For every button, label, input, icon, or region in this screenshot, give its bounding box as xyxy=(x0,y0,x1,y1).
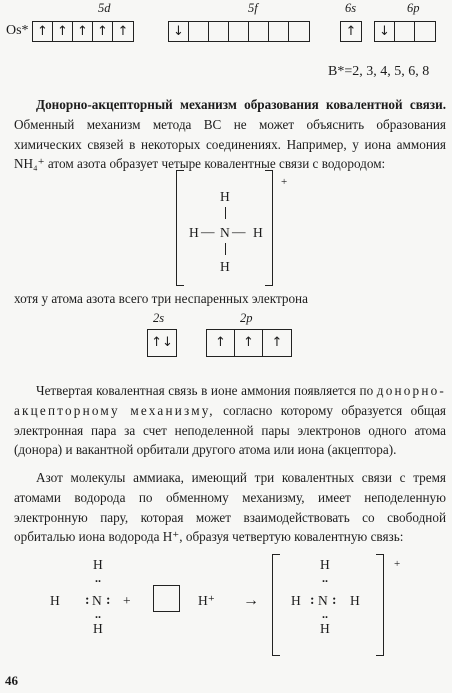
paragraph-ammonia: Азот молекулы аммиака, имеющий три ковалентных связи с тремя атомами водорода по обменному механизму, имеет неподеленную электронную пару, которая может взаимодействовать со свободной орбиталью иона водорода H⁺, образуя четвертую ковалентную связь: xyxy=(14,470,446,545)
electron-pair: .. xyxy=(95,571,101,585)
atom-h-bottom: H xyxy=(93,621,103,636)
section-heading: Донорно-акцепторный механизм образования ковалентной связи. xyxy=(36,97,446,112)
atom-h-bottom: H xyxy=(320,621,330,636)
atom-n: N xyxy=(318,593,328,608)
right-bracket xyxy=(265,170,273,286)
orbital-cell: ↑ xyxy=(345,24,357,39)
orbital-cell xyxy=(249,22,269,41)
orbital-label-2s: 2s xyxy=(153,311,165,325)
electron-pair: : xyxy=(332,592,337,607)
orbital-cell xyxy=(189,22,209,41)
orbital-label-5f: 5f xyxy=(248,1,258,15)
page-number: 46 xyxy=(5,673,18,688)
orbital-label-6p: 6p xyxy=(407,1,420,15)
orbital-boxes-6s xyxy=(340,21,362,42)
atom-h-bottom: H xyxy=(220,259,230,274)
orbital-boxes-2p xyxy=(206,329,292,357)
hydrogen-ion: H⁺ xyxy=(198,593,215,608)
atom-h-left: H xyxy=(189,225,199,240)
right-bracket xyxy=(376,554,384,656)
electron-pair: .. xyxy=(322,571,328,585)
electron-pair: : xyxy=(106,592,111,607)
orbital-cell xyxy=(289,22,309,41)
orbital-cell xyxy=(395,22,415,41)
orbital-cell: ↑ xyxy=(207,330,235,356)
left-bracket xyxy=(272,554,280,656)
orbital-cell: ↑↓ xyxy=(151,335,173,350)
bond-line xyxy=(225,207,226,219)
orbital-label-2p: 2p xyxy=(240,311,253,325)
atom-h-left: H xyxy=(50,593,60,608)
paragraph-text: Обменный механизм метода ВС не может объяснить образования химических связей в некоторых соединениях. Например, у иона аммония NH₄⁺ атом азота образует четыре ковалентные связи с водородом: xyxy=(14,116,446,172)
bond-dash: — xyxy=(232,224,246,239)
atom-h-top: H xyxy=(93,557,103,572)
orbital-cell xyxy=(229,22,249,41)
orbital-cell: ↑ xyxy=(271,335,283,350)
orbital-cell: ↑ xyxy=(73,22,93,41)
reaction-arrow: → xyxy=(243,592,259,609)
orbital-cell: ↑ xyxy=(53,22,73,41)
electron-pair: .. xyxy=(322,607,328,621)
orbital-label-5d: 5d xyxy=(98,1,111,15)
paragraph-mechanism xyxy=(14,381,446,460)
paragraph-donor-acceptor xyxy=(14,95,446,174)
orbital-cell: ↑ xyxy=(117,24,129,39)
bond-line xyxy=(225,243,226,255)
paragraph-text: хотя у атома азота всего три неспаренных электрона xyxy=(14,291,308,306)
paragraph-text: Четвертая ковалентная связь в ионе аммония появляется по xyxy=(36,383,374,398)
left-bracket xyxy=(176,170,184,286)
atom-h-top: H xyxy=(220,189,230,204)
orbital-cell: ↑ xyxy=(235,330,263,356)
atom-h-right: H xyxy=(253,225,263,240)
plus-sign: + xyxy=(123,593,131,608)
orbital-cell xyxy=(415,22,435,41)
orbital-cell: ↓ xyxy=(375,22,395,41)
vacant-orbital-box xyxy=(153,585,180,612)
element-symbol: Os* xyxy=(6,23,29,38)
charge-sign: + xyxy=(394,558,401,570)
orbital-label-6s: 6s xyxy=(345,1,357,15)
charge-sign: + xyxy=(281,176,288,188)
atom-h-right: H xyxy=(350,593,360,608)
atom-n: N xyxy=(220,225,230,240)
orbital-cell: ↑ xyxy=(93,22,113,41)
orbital-cell: ↓ xyxy=(169,22,189,41)
electron-pair: : xyxy=(85,592,90,607)
bond-dash: — xyxy=(201,224,215,239)
orbital-cell: ↑ xyxy=(33,22,53,41)
orbital-boxes-2s xyxy=(147,329,177,357)
orbital-cell xyxy=(209,22,229,41)
electron-pair: : xyxy=(310,592,315,607)
atom-n: N xyxy=(92,593,102,608)
spaced-term: донорно-акцепторному механизму, xyxy=(14,383,446,418)
atom-h-top: H xyxy=(320,557,330,572)
orbital-boxes-5f xyxy=(168,21,310,42)
valence-list: B*=2, 3, 4, 5, 6, 8 xyxy=(328,64,430,79)
orbital-cell xyxy=(269,22,289,41)
orbital-boxes-5d xyxy=(32,21,134,42)
atom-h-left: H xyxy=(291,593,301,608)
paragraph-text: согласно которому образуется общая электронная пара за счет неподеленной пары электронов одного атома (донора) и вакантной орбитали другого атома или иона (акцептора). xyxy=(14,402,446,458)
orbital-boxes-6p xyxy=(374,21,436,42)
electron-pair: .. xyxy=(95,607,101,621)
